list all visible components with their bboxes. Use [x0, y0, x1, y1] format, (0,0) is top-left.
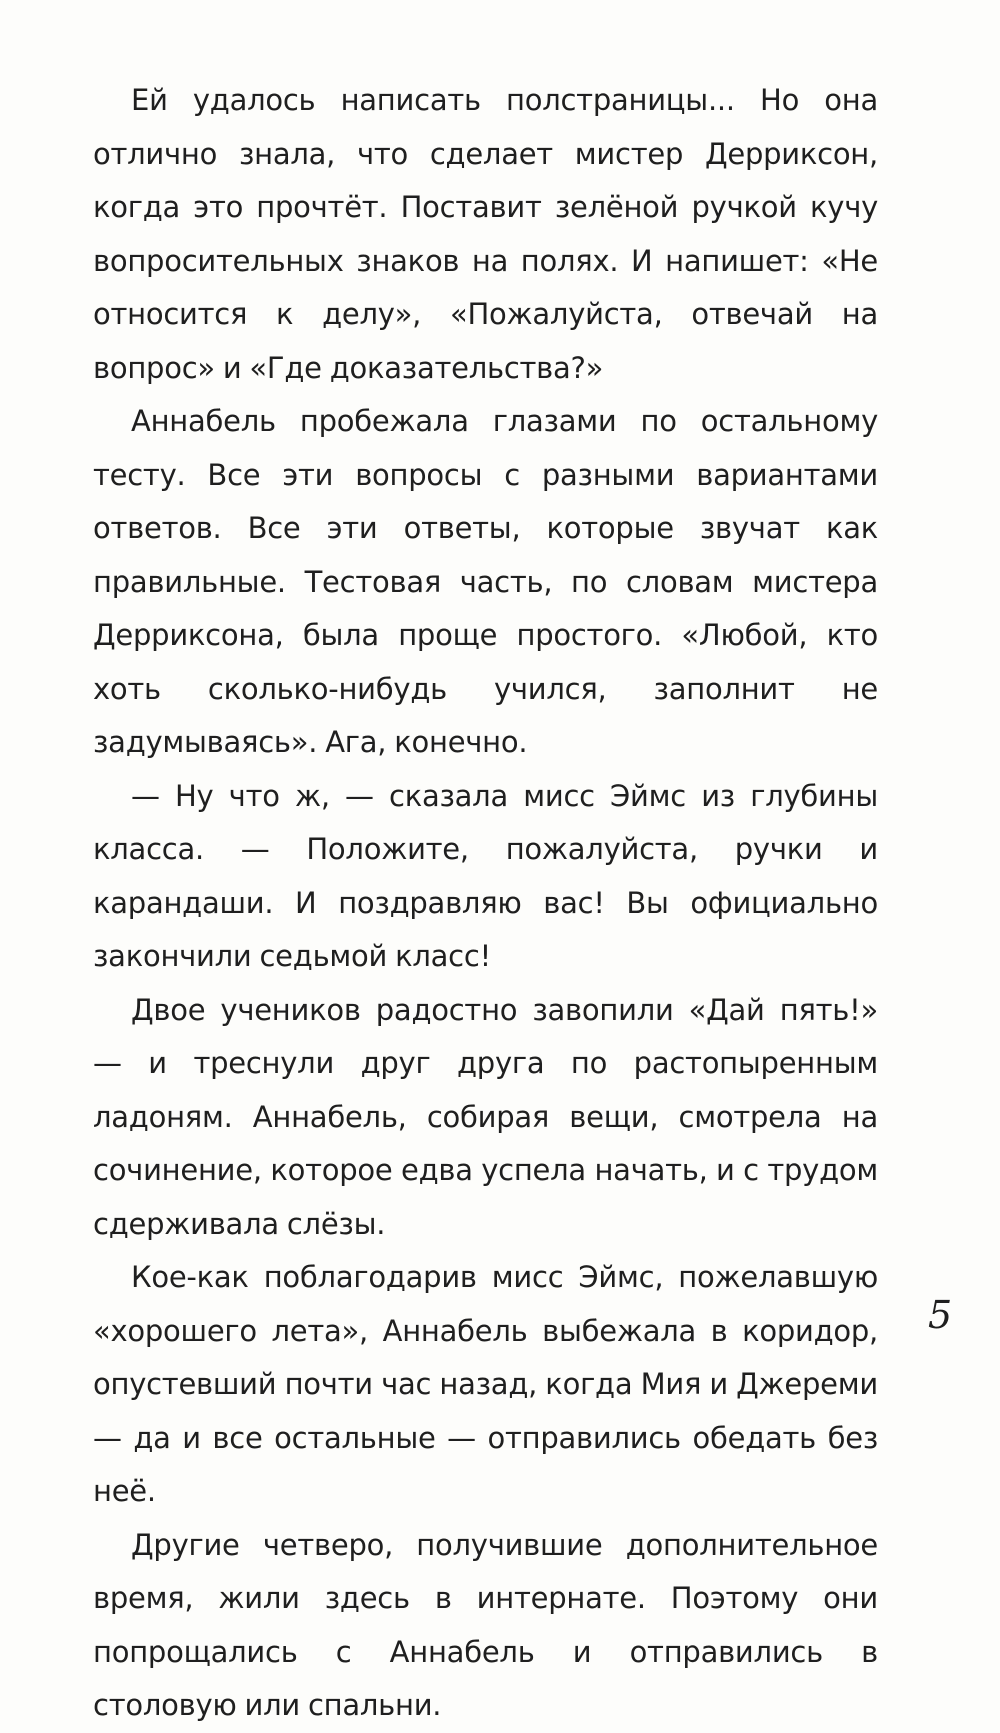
paragraph-5: Кое-как поблагодарив мисс Эймс, пожелавшую «хорошего лета», Аннабель выбежала в коридор, опустевший почти час назад, когда Мия и Джереми — да и все остальные — отправились обедать без неё. [93, 1260, 878, 1508]
paragraph-6: Другие четверо, получившие дополнительное время, жили здесь в интернате. Поэтому они попрощались с Аннабель и отправились в столовую или спальни. [93, 1527, 878, 1722]
page-number: 5 [928, 1293, 953, 1337]
paragraph-2: Аннабель пробежала глазами по остальному тесту. Все эти вопросы с разными вариантами ответов. Все эти ответы, которые звучат как правильные. Тестовая часть, по словам мистера Дерриксона, была проще простого. «Любой, кто хоть сколько-нибудь учился, заполнит не задумываясь». Ага, конечно. [93, 404, 878, 759]
paragraph-1: Ей удалось написать полстраницы... Но она отлично знала, что сделает мистер Дерриксон, когда это прочтёт. Поставит зелёной ручкой кучу вопросительных знаков на полях. И напишет: «Не относится к делу», «Пожалуйста, отвечай на вопрос» и «Где доказательства?» [93, 83, 878, 385]
paragraph-3: — Ну что ж, — сказала мисс Эймс из глубины класса. — Положите, пожалуйста, ручки и карандаши. И поздравляю вас! Вы официально закончили седьмой класс! [93, 778, 878, 973]
paragraph-4: Двое учеников радостно завопили «Дай пять!» — и треснули друг друга по растопыренным ладоням. Аннабель, собирая вещи, смотрела на сочинение, которое едва успела начать, и с трудом сдерживала слёзы. [93, 992, 878, 1241]
body-text [93, 74, 878, 1733]
